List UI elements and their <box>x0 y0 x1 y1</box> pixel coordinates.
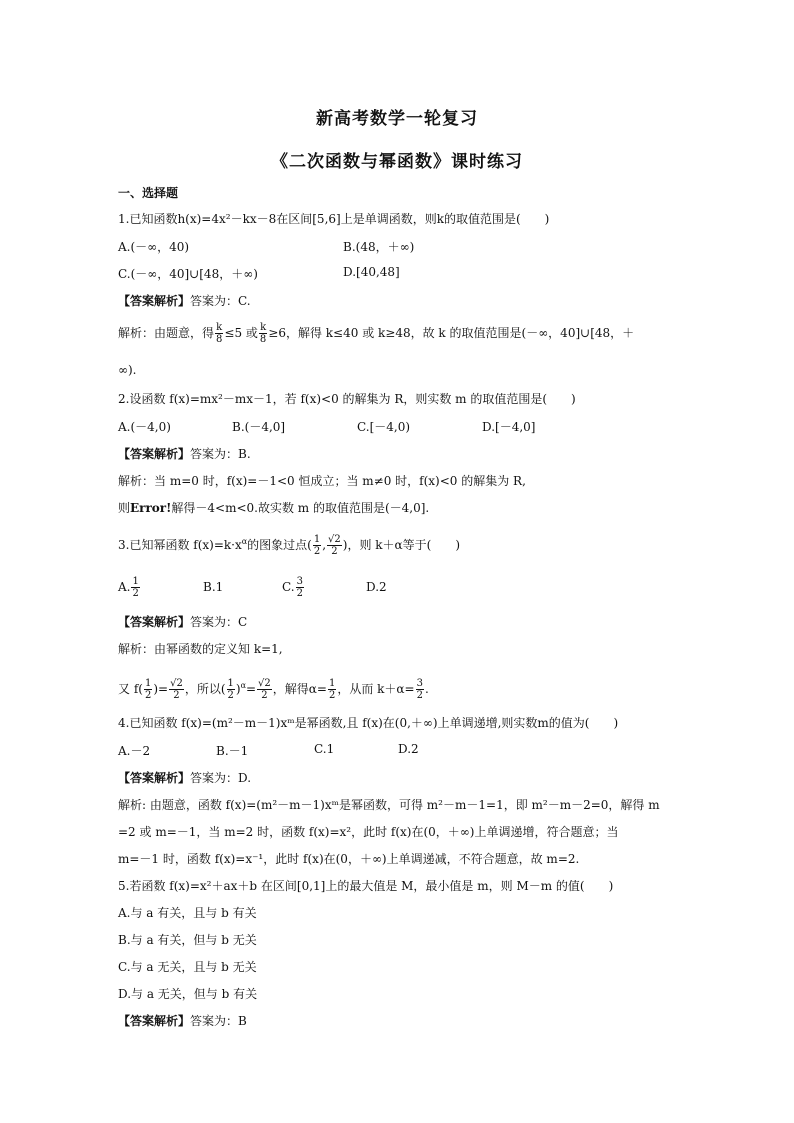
q1-option-c: C.(－∞，40]∪[48，＋∞) <box>118 267 258 281</box>
q5-option-b: B.与 a 有关，但与 b 无关 <box>118 933 257 947</box>
fraction-denominator: 2 <box>416 690 423 701</box>
question-4-stem: 4.已知函数 f(x)=(m²－m－1)xᵐ是幂函数,且 f(x)在(0,＋∞)上单调递增,则实数m的值为( ) <box>118 716 619 730</box>
q3-analysis-part: ，从而 k＋α= <box>337 682 415 696</box>
fraction-numerator: 1 <box>132 576 139 587</box>
q2-option-c: C.[－4,0) <box>357 420 411 434</box>
fraction-sqrt2-over-2 <box>327 534 342 557</box>
fraction-one-half <box>313 534 321 557</box>
q3-analysis-part: . <box>424 682 429 696</box>
q3-analysis-1: 解析：由幂函数的定义知 k=1, <box>118 642 283 656</box>
fraction-sqrt2-over-2 <box>169 678 184 701</box>
q3-analysis-part: )= <box>153 682 169 696</box>
fraction-numerator: 1 <box>328 678 336 689</box>
q5-answer <box>118 1012 247 1030</box>
q5-option-a: A.与 a 有关，且与 b 有关 <box>118 906 257 920</box>
q2-answer-text: 答案为：B. <box>190 447 251 461</box>
fraction-denominator: 2 <box>227 690 234 701</box>
q2-option-d: D.[－4,0] <box>482 420 536 434</box>
q5-answer-text: 答案为：B <box>190 1014 247 1028</box>
answer-tag: 【答案解析】 <box>118 294 191 308</box>
q1-analysis-part: 解析：由题意，得 <box>118 326 215 340</box>
q5-option-c: C.与 a 无关，且与 b 无关 <box>118 960 257 974</box>
q1-option-d: D.[40,48] <box>343 265 400 279</box>
section-heading: 一、选择题 <box>118 186 179 200</box>
q3-analysis-part: ) <box>235 682 241 696</box>
q4-option-a: A.－2 <box>118 744 151 758</box>
fraction-three-halves <box>296 576 304 599</box>
fraction-numerator: 1 <box>313 534 321 545</box>
fraction-numerator: k <box>216 322 223 333</box>
q3-analysis-2 <box>118 678 429 701</box>
fraction-one-half <box>328 678 336 701</box>
q3-stem-part: 的图象过点( <box>247 538 312 552</box>
q1-option-a: A.(－∞，40) <box>118 240 190 254</box>
q3-option-d: D.2 <box>366 580 387 594</box>
fraction-denominator: 2 <box>328 690 336 701</box>
fraction-numerator: k <box>260 322 267 333</box>
q2-option-a: A.(－4,0) <box>118 420 171 434</box>
fraction-numerator: 1 <box>227 678 234 689</box>
alpha-exponent: α <box>240 681 246 690</box>
page-subtitle: 《二次函数与幂函数》课时练习 <box>271 152 523 172</box>
fraction-numerator: 3 <box>416 678 423 689</box>
q3-option-c <box>282 576 305 599</box>
fraction-denominator: 2 <box>331 546 338 557</box>
q1-analysis <box>118 322 634 345</box>
error-field-text: Error! <box>130 501 172 515</box>
q4-option-c: C.1 <box>314 742 335 756</box>
fraction-three-halves <box>416 678 424 701</box>
q1-answer <box>118 292 251 310</box>
question-3-stem: 3.已知幂函数 $f(x)=k\cdot x^\alpha$的图象过点( $\frac{1}{2}$ , $\frac{√2}{2}$ )，则 k＋α等于( ) <box>118 534 461 557</box>
q1-analysis-part: ≤5 或 <box>224 326 258 340</box>
q2-answer <box>118 445 251 463</box>
question-1-stem: 1.已知函数h(x)=4x²－kx－8在区间[5,6]上是单调函数，则k的取值范围是( ) <box>118 212 550 226</box>
page-title: 新高考数学一轮复习 <box>316 109 478 129</box>
question-2-stem: 2.设函数 f(x)=mx²－mx－1，若 f(x)<0 的解集为 R，则实数 m 的取值范围是( ) <box>118 392 576 406</box>
q4-analysis-3: m=－1 时，函数 f(x)=x⁻¹，此时 f(x)在(0，＋∞)上单调递减，不符合题意，故 m=2. <box>118 852 580 866</box>
q3-stem-part: )，则 k＋α等于( ) <box>342 538 461 552</box>
option-prefix: C. <box>282 580 295 594</box>
q3-analysis-part: = <box>245 682 257 696</box>
q4-answer <box>118 769 251 787</box>
option-prefix: A. <box>118 580 131 594</box>
q1-option-b: B.(48，＋∞) <box>343 240 415 254</box>
q1-answer-text: 答案为：C. <box>190 294 251 308</box>
fraction-numerator: 1 <box>144 678 152 689</box>
fraction-denominator: 8 <box>216 334 223 345</box>
q3-answer <box>118 613 247 631</box>
q4-analysis-2: =2 或 m=－1，当 m=2 时，函数 f(x)=x²，此时 f(x)在(0，＋∞)上单调递增，符合题意；当 <box>118 825 619 839</box>
fraction-denominator: 2 <box>132 588 139 599</box>
q2-analysis-1: 解析：当 m=0 时，f(x)=－1<0 恒成立；当 m≠0 时，f(x)<0 的解集为 R, <box>118 474 526 488</box>
answer-tag: 【答案解析】 <box>118 615 191 629</box>
answer-tag: 【答案解析】 <box>118 771 191 785</box>
fraction-denominator: 2 <box>296 588 303 599</box>
fraction-denominator: 2 <box>261 690 268 701</box>
q3-analysis-part: ，所以( <box>184 682 226 696</box>
q3-stem-part: 3.已知幂函数 f(x)=k·x <box>118 538 242 552</box>
q1-analysis-part: ≥6，解得 k≤40 或 k≥48，故 k 的取值范围是(－∞，40]∪[48，＋ <box>268 326 635 340</box>
answer-tag: 【答案解析】 <box>118 447 191 461</box>
q3-analysis-part: ，解得α= <box>272 682 327 696</box>
fraction-denominator: 8 <box>259 334 267 345</box>
fraction-numerator: √2 <box>258 678 271 689</box>
q5-option-d: D.与 a 无关，但与 b 有关 <box>118 987 258 1001</box>
q2-analysis-part: 则 <box>118 501 131 515</box>
q1-analysis-cont: ∞). <box>118 363 137 377</box>
q3-analysis-part: 又 f( <box>118 682 143 696</box>
fraction-sqrt2-over-2 <box>257 678 272 701</box>
q3-answer-text: 答案为：C <box>190 615 248 629</box>
fraction-k-over-8 <box>215 322 223 345</box>
answer-tag: 【答案解析】 <box>118 1014 191 1028</box>
fraction-numerator: 3 <box>296 576 303 587</box>
alpha-exponent: α <box>241 537 248 546</box>
fraction-k-over-8 <box>259 322 267 345</box>
q4-answer-text: 答案为：D. <box>190 771 252 785</box>
q4-option-b: B.－1 <box>216 744 249 758</box>
question-5-stem: 5.若函数 f(x)=x²＋ax＋b 在区间[0,1]上的最大值是 M，最小值是 m，则 M－m 的值( ) <box>118 879 614 893</box>
q3-option-a <box>118 576 141 599</box>
q4-analysis-1: 解析: 由题意，函数 f(x)=(m²－m－1)xᵐ是幂函数，可得 m²－m－1=1，即 m²－m－2=0，解得 m <box>118 798 660 812</box>
fraction-denominator: 2 <box>144 690 152 701</box>
fraction-numerator: √2 <box>170 678 183 689</box>
q2-analysis-part: 解得－4<m<0.故实数 m 的取值范围是(－4,0]. <box>171 501 430 515</box>
q4-option-d: D.2 <box>398 742 419 756</box>
fraction-one-half <box>144 678 152 701</box>
q3-option-b: B.1 <box>203 580 224 594</box>
fraction-denominator: 2 <box>313 546 321 557</box>
q2-option-b: B.(－4,0] <box>232 420 286 434</box>
fraction-numerator: √2 <box>328 534 341 545</box>
fraction-denominator: 2 <box>173 690 180 701</box>
q2-analysis-2 <box>118 499 429 517</box>
fraction-one-half <box>131 576 139 599</box>
fraction-one-half <box>227 678 235 701</box>
